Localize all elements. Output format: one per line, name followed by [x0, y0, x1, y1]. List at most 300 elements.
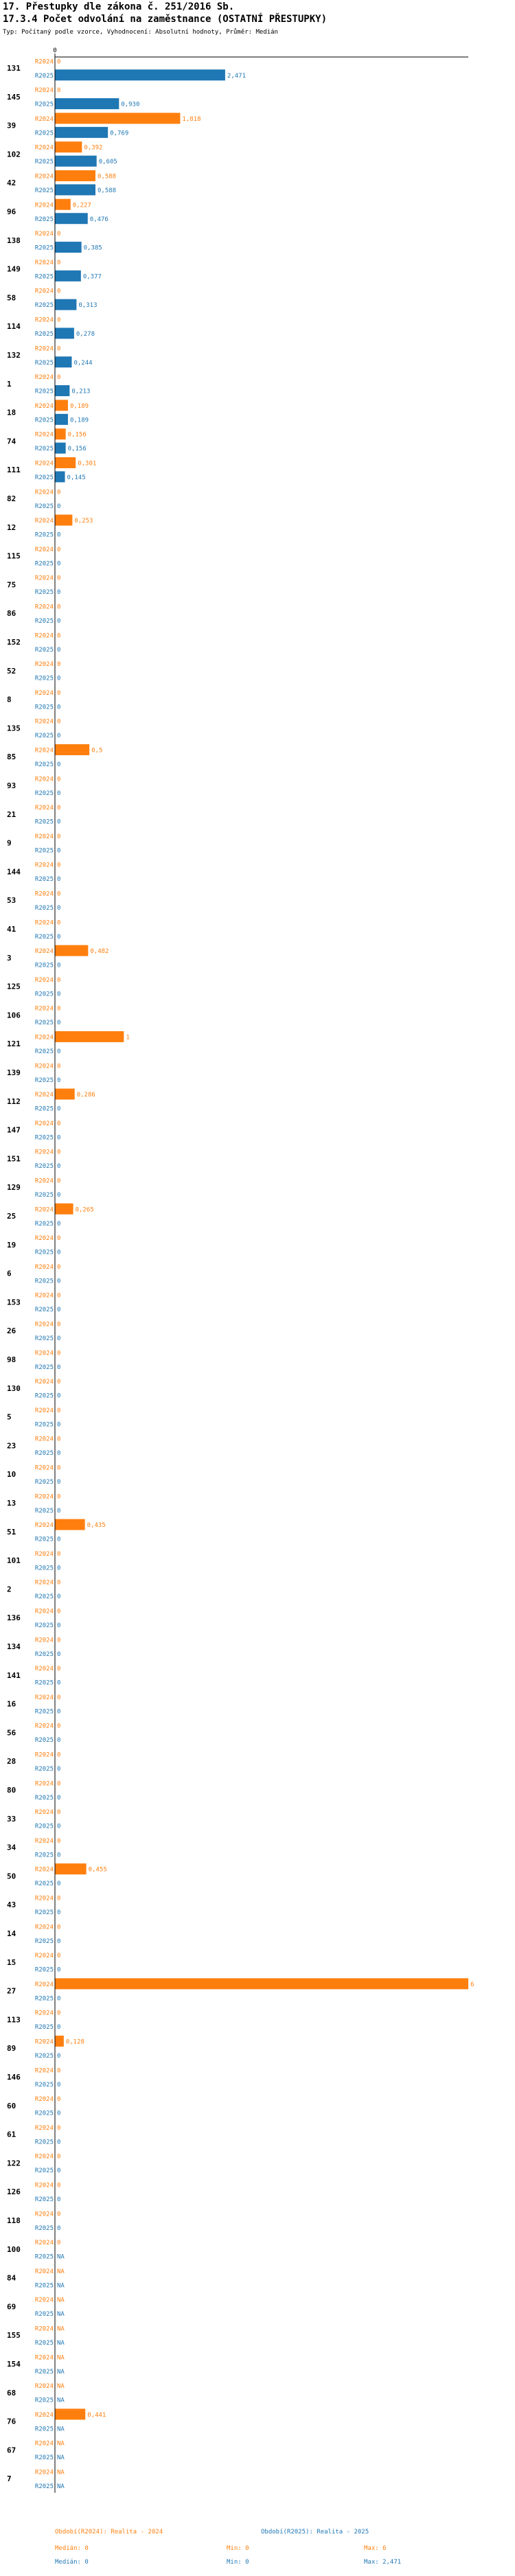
series-tag-r2025: R2025	[34, 2282, 54, 2290]
category-label: 84	[7, 2273, 16, 2283]
category-label: 19	[7, 1240, 16, 1250]
data-label-r2024: 0	[57, 1177, 61, 1185]
data-label-r2024: 0	[57, 1837, 61, 1845]
series-tag-r2025: R2025	[34, 159, 54, 166]
data-label-r2025: 0	[57, 2196, 61, 2203]
data-label-r2024: 0	[57, 661, 61, 669]
data-label-r2024: NA	[57, 2268, 65, 2275]
data-label-r2025: 0	[57, 560, 61, 568]
data-label-r2025: 0	[57, 1450, 61, 1458]
data-label-r2024: 0	[57, 805, 61, 812]
data-label-r2025: 0,278	[76, 330, 95, 338]
legend-r2025-max: Max: 2,471	[364, 2559, 402, 2566]
series-tag-r2024: R2024	[34, 2096, 54, 2104]
data-label-r2024: 0	[57, 1120, 61, 1127]
series-tag-r2025: R2025	[34, 1105, 54, 1113]
category-label: 50	[7, 1872, 16, 1881]
data-label-r2025: 0	[57, 790, 61, 797]
legend-r2025-median: Medián: 0	[55, 2559, 89, 2566]
category-label: 34	[7, 1843, 16, 1852]
category-label: 141	[7, 1670, 21, 1680]
category-label: 151	[7, 1154, 21, 1164]
series-tag-r2024: R2024	[34, 1637, 54, 1644]
series-tag-r2025: R2025	[34, 187, 54, 194]
series-tag-r2024: R2024	[34, 1780, 54, 1788]
series-tag-r2024: R2024	[34, 1608, 54, 1615]
data-label-r2024: NA	[57, 2440, 65, 2448]
category-label: 93	[7, 781, 16, 790]
series-tag-r2024: R2024	[34, 747, 54, 755]
category-label: 25	[7, 1212, 16, 1221]
bar-r2024	[55, 1204, 73, 1215]
bar-r2025	[55, 69, 225, 80]
series-tag-r2025: R2025	[34, 2253, 54, 2261]
data-label-r2024: 0,128	[65, 2038, 84, 2046]
series-tag-r2024: R2024	[34, 1063, 54, 1070]
data-label-r2025: 0	[57, 589, 61, 597]
data-label-r2024: 0	[57, 231, 61, 238]
category-label: 42	[7, 179, 16, 188]
series-tag-r2024: R2024	[34, 2354, 54, 2362]
data-label-r2025: NA	[57, 2397, 65, 2404]
series-tag-r2024: R2024	[34, 317, 54, 324]
data-label-r2024: 0	[57, 718, 61, 726]
series-tag-r2024: R2024	[34, 2038, 54, 2046]
series-tag-r2025: R2025	[34, 904, 54, 912]
category-label: 43	[7, 1900, 16, 1910]
data-label-r2025: 0	[57, 962, 61, 969]
series-tag-r2025: R2025	[34, 962, 54, 969]
data-label-r2024: 0	[57, 2096, 61, 2104]
data-label-r2025: 0,377	[82, 273, 102, 281]
bar-r2024	[55, 400, 68, 411]
category-label: 67	[7, 2446, 16, 2455]
series-tag-r2024: R2024	[34, 890, 54, 898]
x-axis-tick-label: 0	[53, 47, 57, 54]
series-tag-r2025: R2025	[34, 1937, 54, 1945]
series-tag-r2024: R2024	[34, 718, 54, 726]
series-tag-r2025: R2025	[34, 1307, 54, 1314]
data-label-r2024: 0,265	[75, 1206, 94, 1214]
series-tag-r2025: R2025	[34, 675, 54, 682]
category-label: 147	[7, 1125, 21, 1135]
data-label-r2024: 0	[57, 1809, 61, 1817]
data-label-r2024: 0	[57, 1780, 61, 1788]
data-label-r2024: 0	[57, 689, 61, 697]
category-label: 149	[7, 264, 21, 274]
series-tag-r2024: R2024	[34, 2124, 54, 2132]
category-label: 96	[7, 207, 16, 216]
bar-r2025	[55, 414, 68, 425]
series-tag-r2025: R2025	[34, 388, 54, 395]
data-label-r2024: 0	[57, 1149, 61, 1156]
series-tag-r2024: R2024	[34, 1379, 54, 1386]
series-tag-r2025: R2025	[34, 876, 54, 884]
category-label: 131	[7, 64, 21, 73]
category-label: 115	[7, 551, 21, 561]
data-label-r2024: 0	[57, 317, 61, 324]
data-label-r2024: 0,588	[97, 173, 117, 181]
bar-r2024	[55, 457, 76, 468]
series-tag-r2024: R2024	[34, 1895, 54, 1902]
series-tag-r2025: R2025	[34, 1163, 54, 1171]
data-label-r2024: NA	[57, 2354, 65, 2362]
series-tag-r2024: R2024	[34, 2182, 54, 2189]
category-label: 60	[7, 2101, 16, 2111]
data-label-r2024: 0	[57, 1292, 61, 1300]
series-tag-r2025: R2025	[34, 1364, 54, 1371]
data-label-r2025: NA	[57, 2483, 65, 2490]
category-label: 112	[7, 1096, 21, 1106]
series-tag-r2024: R2024	[34, 1866, 54, 1874]
data-label-r2025: 0	[57, 2052, 61, 2060]
series-tag-r2025: R2025	[34, 933, 54, 941]
series-tag-r2025: R2025	[34, 617, 54, 625]
data-label-r2024: 0,189	[69, 402, 89, 410]
data-label-r2025: 0	[57, 1335, 61, 1342]
bar-r2024	[55, 2408, 85, 2419]
series-tag-r2024: R2024	[34, 2211, 54, 2218]
data-label-r2025: 0	[57, 2139, 61, 2146]
series-tag-r2025: R2025	[34, 531, 54, 539]
category-label: 41	[7, 925, 16, 934]
series-tag-r2025: R2025	[34, 2454, 54, 2462]
series-tag-r2025: R2025	[34, 1881, 54, 1888]
series-tag-r2024: R2024	[34, 1005, 54, 1013]
chart-subtitle: 17.3.4 Počet odvolání na zaměstnance (OSTATNÍ PŘESTUPKY)	[3, 14, 328, 25]
category-label: 16	[7, 1699, 16, 1709]
data-label-r2024: 0	[57, 2067, 61, 2075]
data-label-r2024: 0	[57, 1063, 61, 1070]
series-tag-r2024: R2024	[34, 976, 54, 984]
category-label: 39	[7, 121, 16, 130]
series-tag-r2024: R2024	[34, 259, 54, 266]
series-tag-r2025: R2025	[34, 216, 54, 223]
series-tag-r2025: R2025	[34, 1020, 54, 1027]
series-tag-r2025: R2025	[34, 2196, 54, 2203]
series-tag-r2024: R2024	[34, 1120, 54, 1127]
series-tag-r2024: R2024	[34, 1206, 54, 1214]
data-label-r2025: 0	[57, 904, 61, 912]
data-label-r2024: 0,435	[87, 1522, 106, 1530]
category-label: 153	[7, 1298, 21, 1307]
data-label-r2024: 0	[57, 2010, 61, 2017]
series-tag-r2024: R2024	[34, 1407, 54, 1414]
data-label-r2024: 0	[57, 1895, 61, 1902]
category-label: 98	[7, 1355, 16, 1364]
series-tag-r2025: R2025	[34, 1995, 54, 2003]
data-label-r2025: 0	[57, 1048, 61, 1055]
data-label-r2024: 0	[57, 1235, 61, 1243]
bar-r2024	[55, 1519, 85, 1530]
data-label-r2025: 0,145	[67, 474, 86, 481]
category-label: 135	[7, 724, 21, 733]
data-label-r2025: 0	[57, 1220, 61, 1228]
bar-r2024	[55, 515, 72, 526]
data-label-r2024: 0	[57, 2153, 61, 2161]
bar-r2025	[55, 385, 69, 396]
series-tag-r2025: R2025	[34, 1565, 54, 1572]
data-label-r2024: 0	[57, 1464, 61, 1472]
category-label: 89	[7, 2044, 16, 2054]
series-tag-r2024: R2024	[34, 1751, 54, 1759]
series-tag-r2025: R2025	[34, 2224, 54, 2232]
data-label-r2025: 0	[57, 617, 61, 625]
data-label-r2024: 0,227	[72, 202, 91, 209]
series-tag-r2024: R2024	[34, 1694, 54, 1701]
category-label: 113	[7, 2015, 21, 2025]
data-label-r2025: 0	[57, 1077, 61, 1084]
data-label-r2024: 0	[57, 2124, 61, 2132]
data-label-r2025: 0	[57, 1536, 61, 1543]
series-tag-r2025: R2025	[34, 273, 54, 281]
series-tag-r2025: R2025	[34, 1909, 54, 1916]
series-tag-r2025: R2025	[34, 991, 54, 998]
series-tag-r2024: R2024	[34, 833, 54, 840]
data-label-r2025: 0	[57, 2224, 61, 2232]
data-label-r2025: 0	[57, 1651, 61, 1658]
bar-r2025	[55, 299, 76, 310]
series-tag-r2025: R2025	[34, 244, 54, 252]
bar-r2024	[55, 1978, 468, 1989]
data-label-r2025: NA	[57, 2253, 65, 2261]
series-tag-r2024: R2024	[34, 288, 54, 295]
data-label-r2025: 0	[57, 1937, 61, 1945]
series-tag-r2024: R2024	[34, 2153, 54, 2161]
data-label-r2025: 0,385	[83, 244, 102, 252]
bar-r2025	[55, 242, 82, 253]
category-label: 114	[7, 322, 21, 332]
category-label: 5	[7, 1412, 12, 1422]
category-label: 14	[7, 1929, 16, 1938]
series-tag-r2024: R2024	[34, 374, 54, 382]
data-label-r2025: NA	[57, 2368, 65, 2376]
series-tag-r2024: R2024	[34, 546, 54, 553]
category-label: 154	[7, 2360, 21, 2369]
data-label-r2024: NA	[57, 2469, 65, 2476]
series-tag-r2024: R2024	[34, 202, 54, 209]
data-label-r2025: 0	[57, 646, 61, 654]
series-tag-r2024: R2024	[34, 489, 54, 496]
data-label-r2025: 0	[57, 1392, 61, 1400]
category-label: 100	[7, 2244, 21, 2254]
data-label-r2025: 0	[57, 1020, 61, 1027]
category-label: 139	[7, 1068, 21, 1077]
series-tag-r2025: R2025	[34, 1048, 54, 1055]
series-tag-r2024: R2024	[34, 919, 54, 927]
series-tag-r2025: R2025	[34, 2311, 54, 2319]
legend-r2024-max: Max: 6	[364, 2545, 387, 2552]
data-label-r2024: 0,253	[74, 518, 93, 525]
data-label-r2024: 0	[57, 1723, 61, 1730]
series-tag-r2025: R2025	[34, 646, 54, 654]
bar-r2025	[55, 98, 119, 109]
series-tag-r2025: R2025	[34, 2426, 54, 2433]
data-label-r2025: 0	[57, 503, 61, 510]
data-label-r2025: 0	[57, 2110, 61, 2117]
category-label: 52	[7, 666, 16, 676]
data-label-r2025: 0	[57, 761, 61, 768]
series-tag-r2025: R2025	[34, 2167, 54, 2175]
bar-r2024	[55, 2036, 64, 2047]
series-tag-r2025: R2025	[34, 1765, 54, 1773]
data-label-r2025: 0	[57, 1679, 61, 1687]
series-tag-r2024: R2024	[34, 1522, 54, 1530]
category-label: 28	[7, 1757, 16, 1767]
bar-r2024	[55, 199, 71, 210]
series-tag-r2025: R2025	[34, 1220, 54, 1228]
series-tag-r2025: R2025	[34, 503, 54, 510]
series-tag-r2025: R2025	[34, 2139, 54, 2146]
series-tag-r2025: R2025	[34, 560, 54, 568]
series-tag-r2025: R2025	[34, 1708, 54, 1716]
data-label-r2025: 0	[57, 876, 61, 884]
series-tag-r2024: R2024	[34, 689, 54, 697]
data-label-r2025: 0	[57, 933, 61, 941]
series-tag-r2025: R2025	[34, 1421, 54, 1429]
bar-r2025	[55, 213, 88, 224]
category-label: 85	[7, 752, 16, 762]
data-label-r2025: 0,213	[71, 388, 91, 395]
bar-r2024	[55, 1089, 75, 1100]
series-tag-r2024: R2024	[34, 661, 54, 669]
data-label-r2025: 0	[57, 1565, 61, 1572]
data-label-r2024: 0	[57, 259, 61, 266]
data-label-r2024: NA	[57, 2297, 65, 2304]
data-label-r2025: NA	[57, 2311, 65, 2319]
data-label-r2025: 0	[57, 2081, 61, 2089]
data-label-r2024: 0	[57, 1379, 61, 1386]
category-label: 58	[7, 293, 16, 303]
series-tag-r2024: R2024	[34, 2325, 54, 2333]
series-tag-r2025: R2025	[34, 1392, 54, 1400]
data-label-r2024: 0	[57, 1550, 61, 1558]
category-label: 2	[7, 1585, 12, 1594]
category-label: 82	[7, 494, 16, 503]
category-label: 53	[7, 896, 16, 906]
series-tag-r2025: R2025	[34, 1651, 54, 1658]
data-label-r2024: 0	[57, 1579, 61, 1587]
series-tag-r2024: R2024	[34, 2268, 54, 2275]
series-tag-r2024: R2024	[34, 431, 54, 439]
series-tag-r2025: R2025	[34, 761, 54, 768]
data-label-r2024: 0	[57, 546, 61, 553]
category-label: 26	[7, 1326, 16, 1336]
data-label-r2025: 0	[57, 1249, 61, 1256]
bar-r2025	[55, 127, 108, 138]
series-tag-r2024: R2024	[34, 2010, 54, 2017]
data-label-r2025: 0	[57, 1163, 61, 1171]
series-tag-r2025: R2025	[34, 1852, 54, 1859]
series-tag-r2024: R2024	[34, 1493, 54, 1501]
category-label: 146	[7, 2073, 21, 2082]
data-label-r2025: 0	[57, 1134, 61, 1142]
category-label: 155	[7, 2331, 21, 2341]
data-label-r2024: 0	[57, 489, 61, 496]
category-label: 9	[7, 838, 12, 848]
series-tag-r2025: R2025	[34, 2483, 54, 2490]
series-tag-r2025: R2025	[34, 1450, 54, 1458]
data-label-r2024: 0	[57, 1005, 61, 1013]
data-label-r2025: 0	[57, 675, 61, 682]
bar-r2025	[55, 356, 71, 367]
series-tag-r2025: R2025	[34, 1594, 54, 1601]
data-label-r2024: 0	[57, 1263, 61, 1271]
series-tag-r2024: R2024	[34, 1464, 54, 1472]
category-label: 111	[7, 465, 21, 475]
data-label-r2024: 0,392	[84, 144, 103, 152]
series-tag-r2025: R2025	[34, 589, 54, 597]
data-label-r2025: 0,244	[73, 359, 93, 367]
data-label-r2025: 0	[57, 2167, 61, 2175]
data-label-r2025: 0	[57, 1307, 61, 1314]
bar-r2024	[55, 141, 82, 152]
series-tag-r2025: R2025	[34, 2110, 54, 2117]
series-tag-r2024: R2024	[34, 1177, 54, 1185]
category-label: 106	[7, 1011, 21, 1020]
data-label-r2024: 0	[57, 1608, 61, 1615]
data-label-r2025: 0	[57, 1364, 61, 1371]
series-tag-r2024: R2024	[34, 1436, 54, 1443]
data-label-r2024: 1,818	[182, 115, 201, 123]
series-tag-r2025: R2025	[34, 847, 54, 855]
category-label: 118	[7, 2216, 21, 2225]
series-tag-r2024: R2024	[34, 1263, 54, 1271]
series-tag-r2025: R2025	[34, 302, 54, 310]
data-label-r2025: 0	[57, 1794, 61, 1802]
category-label: 13	[7, 1499, 16, 1508]
bar-r2024	[55, 1863, 87, 1874]
bar-r2024	[55, 113, 180, 124]
series-tag-r2024: R2024	[34, 805, 54, 812]
series-tag-r2025: R2025	[34, 101, 54, 108]
data-label-r2025: NA	[57, 2282, 65, 2290]
data-label-r2024: 0	[57, 2182, 61, 2189]
series-tag-r2024: R2024	[34, 1235, 54, 1243]
series-tag-r2025: R2025	[34, 1134, 54, 1142]
series-tag-r2024: R2024	[34, 1837, 54, 1845]
data-label-r2025: 0	[57, 818, 61, 826]
data-label-r2025: 0	[57, 1708, 61, 1716]
category-label: 102	[7, 150, 21, 159]
data-label-r2025: 0	[57, 2024, 61, 2032]
series-tag-r2024: R2024	[34, 460, 54, 468]
data-label-r2024: 0	[57, 1407, 61, 1414]
data-label-r2024: 1	[126, 1034, 130, 1042]
data-label-r2025: 0	[57, 1478, 61, 1486]
category-label: 23	[7, 1441, 16, 1451]
category-label: 138	[7, 235, 21, 245]
category-label: 80	[7, 1786, 16, 1795]
series-tag-r2024: R2024	[34, 776, 54, 783]
series-tag-r2025: R2025	[34, 704, 54, 711]
data-label-r2025: 2,471	[227, 72, 247, 80]
category-label: 12	[7, 522, 16, 532]
category-label: 86	[7, 609, 16, 619]
category-label: 18	[7, 408, 16, 417]
category-label: 136	[7, 1613, 21, 1623]
series-tag-r2025: R2025	[34, 330, 54, 338]
data-label-r2024: 0	[57, 1751, 61, 1759]
data-label-r2024: 0	[57, 976, 61, 984]
bar-r2025	[55, 156, 97, 167]
category-label: 76	[7, 2417, 16, 2426]
category-label: 10	[7, 1470, 16, 1480]
category-label: 7	[7, 2474, 12, 2484]
category-label: 68	[7, 2388, 16, 2397]
data-label-r2025: 0	[57, 1594, 61, 1601]
series-tag-r2025: R2025	[34, 417, 54, 424]
